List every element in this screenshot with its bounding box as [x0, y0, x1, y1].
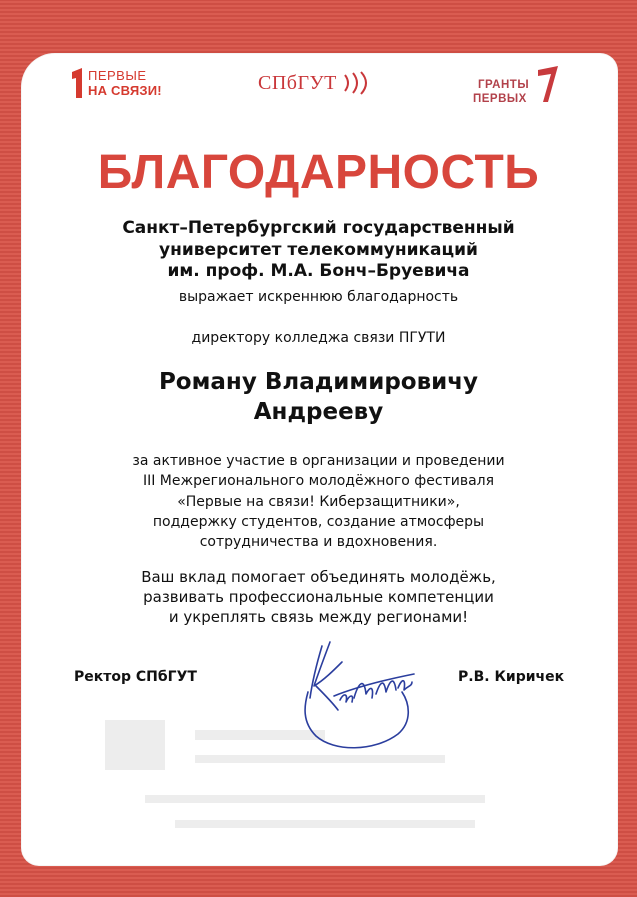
contribution-line: и укреплять связь между регионами! — [168, 608, 469, 626]
university-name — [0, 218, 637, 283]
logo-granty-pervyh — [470, 64, 570, 104]
logo-spbgut — [258, 72, 388, 96]
reason-line: за активное участие в организации и проведении — [132, 453, 505, 469]
logo-center-text: СПбГУТ — [258, 72, 337, 94]
expresses-gratitude: выражает искреннюю благодарность — [178, 289, 459, 305]
recipient-position: директору колледжа связи ПГУТИ — [191, 330, 446, 346]
recipient-name — [0, 367, 637, 427]
logo-left-line2: НА СВЯЗИ! — [88, 83, 162, 98]
university-line: Санкт–Петербургский государственный — [122, 218, 515, 238]
logo-right-line1: ГРАНТЫ — [478, 79, 530, 91]
gratitude-reason — [0, 451, 637, 552]
logo-arrow-icon — [534, 64, 568, 104]
contribution-statement — [0, 567, 637, 627]
recipient-line: Роману Владимировичу — [158, 369, 479, 395]
page-title: БЛАГОДАРНОСТЬ — [97, 146, 540, 199]
logo-pervye-na-svyazi — [70, 66, 190, 104]
logo-left-line1: ПЕРВЫЕ — [88, 68, 147, 83]
signatory-name: Р.В. Киричек — [458, 669, 565, 685]
signal-waves-icon — [341, 71, 381, 95]
signatory-position: Ректор СПбГУТ — [74, 669, 197, 685]
handwritten-signature — [294, 636, 422, 754]
recipient-line: Андрееву — [253, 399, 384, 425]
logo-right-line2: ПЕРВЫХ — [473, 93, 527, 105]
contribution-line: Ваш вклад помогает объединять молодёжь, — [141, 568, 496, 586]
logo-mark-icon — [70, 66, 90, 102]
university-line: университет телекоммуникаций — [159, 239, 478, 260]
university-line: им. проф. М.А. Бонч–Бруевича — [167, 261, 470, 281]
reason-line: сотрудничества и вдохновения. — [199, 534, 438, 551]
reason-line: поддержку студентов, создание атмосферы — [152, 513, 485, 530]
reason-line: «Первые на связи! Киберзащитники», — [177, 493, 460, 510]
reason-line: III Межрегионального молодёжного фестиваля — [142, 473, 495, 490]
contribution-line: развивать профессиональные компетенции — [143, 588, 494, 606]
